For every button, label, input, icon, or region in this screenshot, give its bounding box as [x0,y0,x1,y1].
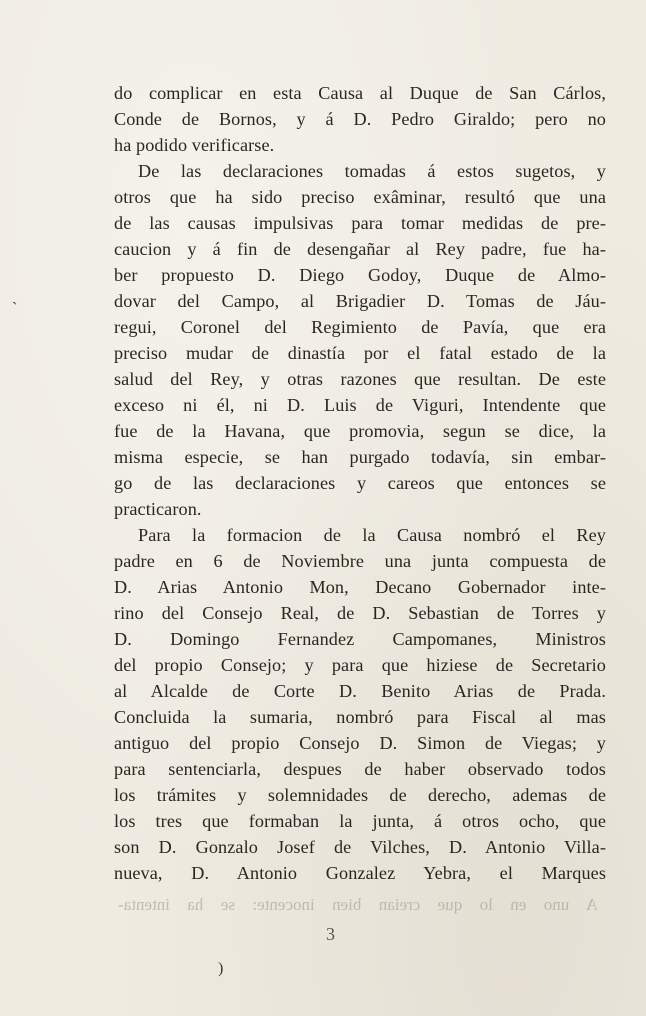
body-text [114,80,606,886]
text-line: los trámites y solemnidades de derecho, ademas de [114,785,606,805]
text-line: Conde de Bornos, y á D. Pedro Giraldo; pero no [114,109,606,129]
text-line: ber propuesto D. Diego Godoy, Duque de Almo- [114,265,606,285]
text-line: Concluida la sumaria, nombró para Fiscal al mas [114,707,606,727]
text-line: practicaron. [114,499,202,519]
text-line: salud del Rey, y otras razones que resultan. De este [114,369,606,389]
text-line: de las causas impulsivas para tomar medidas de pre- [114,213,606,233]
text-line: misma especie, se han purgado todavía, sin embar- [114,447,606,467]
text-line: D. Domingo Fernandez Campomanes, Ministros [114,629,606,649]
paragraph-start-line: De las declaraciones tomadas á estos sugetos, y [138,161,606,181]
text-line: nueva, D. Antonio Gonzalez Yebra, el Marques [114,863,606,883]
text-line: exceso ni él, ni D. Luis de Viguri, Intendente que [114,395,606,415]
text-line: caucion y á fin de desengañar al Rey padre, fue ha- [114,239,606,259]
text-line: los tres que formaban la junta, á otros ocho, que [114,811,606,831]
text-line: padre en 6 de Noviembre una junta compuesta de [114,551,606,571]
text-line: regui, Coronel del Regimiento de Pavía, que era [114,317,606,337]
text-line: go de las declaraciones y careos que entonces se [114,473,606,493]
text-line: dovar del Campo, al Brigadier D. Tomas de Jáu- [114,291,606,311]
text-line: otros que ha sido preciso exâminar, resultó que una [114,187,606,207]
text-line: son D. Gonzalo Josef de Vilches, D. Antonio Villa- [114,837,606,857]
margin-mark: ` [12,300,18,317]
text-line: preciso mudar de dinastía por el fatal estado de la [114,343,606,363]
text-line: ha podido verificarse. [114,135,275,155]
paragraph-start-line: Para la formacion de la Causa nombró el Rey [138,525,606,545]
text-line: para sentenciarla, despues de haber observado todos [114,759,606,779]
text-line: rino del Consejo Real, de D. Sebastian de Torres y [114,603,606,623]
text-line: del propio Consejo; y para que hiziese de Secretario [114,655,606,675]
page-number: 3 [326,924,335,944]
text-line: D. Arias Antonio Mon, Decano Gobernador inte- [114,577,606,597]
bleed-through-text: A uno en lo que creian bien inocente: se ha intenta- [118,895,598,914]
text-line: antiguo del propio Consejo D. Simon de Viegas; y [114,733,606,753]
text-line: al Alcalde de Corte D. Benito Arias de Prada. [114,681,606,701]
margin-mark: ) [218,960,224,977]
text-line: fue de la Havana, que promovia, segun se dice, la [114,421,606,441]
text-line: do complicar en esta Causa al Duque de San Cárlos, [114,83,606,103]
